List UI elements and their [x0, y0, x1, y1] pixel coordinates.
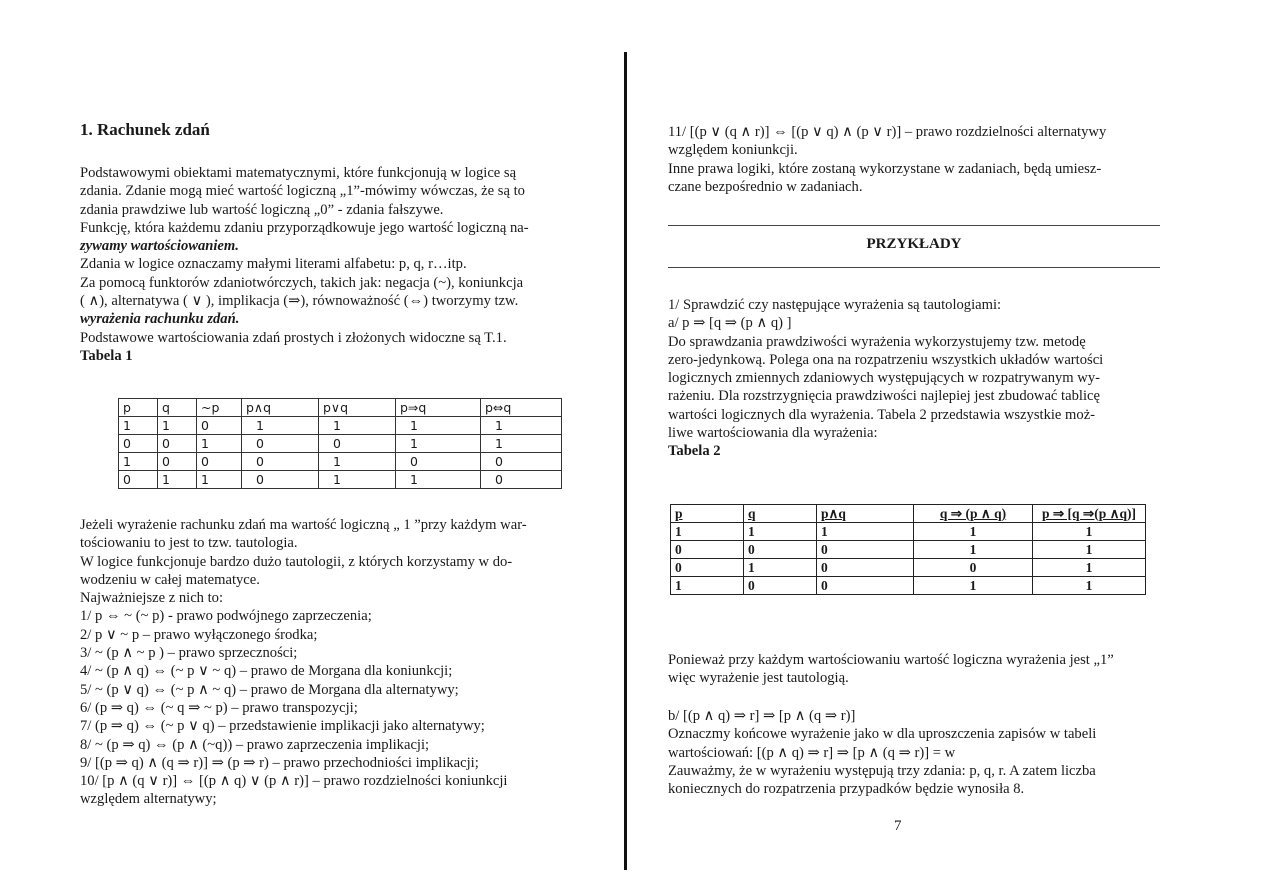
- table-cell: 1: [197, 435, 242, 453]
- table-row: [119, 453, 562, 471]
- text-line: czane bezpośrednio w zadaniach.: [668, 178, 863, 195]
- table-cell: 0: [119, 471, 158, 489]
- text-line: Inne prawa logiki, które zostaną wykorzystane w zadaniach, będą umiesz-: [668, 160, 1102, 177]
- table-cell: 1: [914, 541, 1033, 559]
- table-cell: 0: [481, 453, 562, 471]
- table-header-row: [119, 399, 562, 417]
- table-row: [119, 417, 562, 435]
- part-b-text: [668, 707, 1160, 798]
- truth-table-1: [118, 398, 562, 489]
- table-cell: 1: [119, 417, 158, 435]
- table-cell: 1: [1033, 577, 1146, 595]
- table-cell: 1: [1033, 559, 1146, 577]
- text-line: względem koniunkcji.: [668, 142, 798, 159]
- text-line: Zauważmy, że w wyrażeniu występują trzy zdania: p, q, r. A zatem liczba: [668, 762, 1096, 779]
- text-line: tościowaniu to jest to tzw. tautologia.: [80, 535, 298, 552]
- table-cell: 1: [817, 523, 914, 541]
- law-item: 11/ [(p ∨ (q ∧ r)] ⇔ [(p ∨ q) ∧ (p ∨ r)] – prawo rozdzielności alternatywy: [668, 124, 1107, 140]
- law-item: 4/ ~ (p ∧ q) ⇔ (~ p ∨ ~ q) – prawo de Morgana dla koniunkcji;: [80, 663, 453, 680]
- text-line: 1/ Sprawdzić czy następujące wyrażenia są tautologiami:: [668, 297, 1002, 313]
- text-line: Zdania w logice oznaczamy małymi literami alfabetu: p, q, r…itp.: [80, 256, 467, 273]
- examples-title: PRZYKŁADY: [866, 236, 962, 252]
- table-row: [671, 541, 1146, 559]
- table-cell: 1: [119, 453, 158, 471]
- table-cell: 1: [914, 577, 1033, 595]
- law-item: 2/ p ∨ ~ p – prawo wyłączonego środka;: [80, 626, 318, 643]
- table-header-cell: p∨q: [319, 399, 396, 417]
- table-cell: 0: [744, 541, 817, 559]
- law-item: 9/ [(p ⇒ q) ∧ (q ⇒ r)] ⇒ (p ⇒ r) – prawo przechodniości implikacji;: [80, 754, 479, 771]
- text-line: zywamy wartościowaniem.: [80, 238, 239, 255]
- table-header-cell: p ⇒ [q ⇒(p ∧q)]: [1033, 505, 1146, 523]
- law-item: 6/ (p ⇒ q) ⇔ (~ q ⇒ ~ p) – prawo transpozycji;: [80, 699, 358, 716]
- conclusion-text: [668, 651, 1160, 688]
- divider-top: [668, 225, 1160, 226]
- table-cell: 1: [1033, 541, 1146, 559]
- table-cell: 1: [744, 523, 817, 541]
- book-spine: [624, 52, 627, 870]
- law-item: 5/ ~ (p ∨ q) ⇔ (~ p ∧ ~ q) – prawo de Morgana dla alternatywy;: [80, 681, 459, 698]
- table-cell: 0: [744, 577, 817, 595]
- table-header-cell: p⇒q: [396, 399, 481, 417]
- table-caption: Tabela 2: [668, 443, 721, 460]
- table-cell: 1: [319, 471, 396, 489]
- text-line: koniecznych do rozpatrzenia przypadków będzie wynosiła 8.: [668, 781, 1025, 798]
- law-item: 3/ ~ (p ∧ ~ p ) – prawo sprzeczności;: [80, 645, 298, 662]
- table-header-cell: ~p: [197, 399, 242, 417]
- table-cell: 1: [481, 417, 562, 435]
- table-header-cell: q: [744, 505, 817, 523]
- table-row: [671, 523, 1146, 541]
- text-line: Podstawowymi obiektami matematycznymi, które funkcjonują w logice są: [80, 165, 517, 181]
- table-caption: Tabela 1: [80, 347, 133, 364]
- table-cell: 0: [119, 435, 158, 453]
- table-cell: 1: [319, 453, 396, 471]
- table-cell: 0: [817, 577, 914, 595]
- text-line: Najważniejsze z nich to:: [80, 590, 224, 607]
- section-heading: 1. Rachunek zdań: [80, 120, 210, 139]
- table-header-cell: p∧q: [817, 505, 914, 523]
- table-cell: 1: [671, 577, 744, 595]
- text-line: b/ [(p ∧ q) ⇒ r] ⇒ [p ∧ (q ⇒ r)]: [668, 708, 856, 724]
- table-cell: 0: [481, 471, 562, 489]
- text-line: Podstawowe wartościowania zdań prostych i złożonych widoczne są T.1.: [80, 329, 507, 346]
- table-cell: 0: [671, 541, 744, 559]
- table-cell: 0: [242, 453, 319, 471]
- text-line: wartości logicznych dla wyrażenia. Tabela 2 przedstawia wszystkie moż-: [668, 406, 1096, 423]
- intro-text: [80, 164, 600, 365]
- table-cell: 1: [396, 435, 481, 453]
- text-line: liwe wartościowania dla wyrażenia:: [668, 425, 878, 442]
- text-line: Ponieważ przy każdym wartościowaniu wartość logiczna wyrażenia jest „1”: [668, 652, 1114, 668]
- table-cell: 0: [242, 471, 319, 489]
- table-header-row: [671, 505, 1146, 523]
- table-cell: 1: [1033, 523, 1146, 541]
- text-line: zdania. Zdanie mogą mieć wartość logiczną „1”-mówimy wówczas, że są to: [80, 183, 525, 200]
- text-line: rażeniu. Dla rozstrzygnięcia prawdziwości najlepiej jest zbudować tablicę: [668, 388, 1100, 405]
- table-cell: 0: [671, 559, 744, 577]
- text-line: wartościowań: [(p ∧ q) ⇒ r] ⇒ [p ∧ (q ⇒ r)] = w: [668, 744, 956, 761]
- divider-bottom: [668, 267, 1160, 268]
- table-cell: 0: [197, 417, 242, 435]
- text-line: zero-jedynkową. Polega ona na rozpatrzeniu wszystkich układów wartości: [668, 351, 1104, 368]
- table-cell: 1: [671, 523, 744, 541]
- table-cell: 1: [197, 471, 242, 489]
- table-row: [119, 435, 562, 453]
- table-header-cell: p: [671, 505, 744, 523]
- tautology-text: [80, 516, 600, 809]
- table-header-cell: q ⇒ (p ∧ q): [914, 505, 1033, 523]
- table-cell: 0: [197, 453, 242, 471]
- table-cell: 1: [158, 417, 197, 435]
- table-header-cell: p∧q: [242, 399, 319, 417]
- text-line: a/ p ⇒ [q ⇒ (p ∧ q) ]: [668, 315, 792, 332]
- law-item: 1/ p ⇔ ~ (~ p) - prawo podwójnego zaprzeczenia;: [80, 608, 372, 625]
- page-number: 7: [894, 818, 902, 834]
- text-line: wyrażenia rachunku zdań.: [80, 311, 240, 328]
- table-cell: 1: [396, 417, 481, 435]
- table-row: [671, 559, 1146, 577]
- table-cell: 1: [481, 435, 562, 453]
- table-cell: 0: [242, 435, 319, 453]
- text-line: zdania prawdziwe lub wartość logiczną „0” - zdania fałszywe.: [80, 201, 444, 218]
- table-cell: 0: [914, 559, 1033, 577]
- table-cell: 1: [158, 471, 197, 489]
- table-header-cell: p⇔q: [481, 399, 562, 417]
- text-line: Jeżeli wyrażenie rachunku zdań ma wartość logiczną „ 1 ”przy każdym war-: [80, 517, 527, 533]
- table-cell: 1: [242, 417, 319, 435]
- text-line: Za pomocą funktorów zdaniotwórczych, takich jak: negacja (~), koniunkcja: [80, 274, 524, 291]
- table-cell: 1: [319, 417, 396, 435]
- table-header-cell: p: [119, 399, 158, 417]
- law-item: 7/ (p ⇒ q) ⇔ (~ p ∨ q) – przedstawienie implikacji jako alternatywy;: [80, 718, 485, 735]
- table-cell: 0: [319, 435, 396, 453]
- table-cell: 0: [396, 453, 481, 471]
- text-line: logicznych zmiennych zdaniowych występujących w rozpatrywanym wy-: [668, 370, 1100, 387]
- table-cell: 1: [396, 471, 481, 489]
- text-line: wodzeniu w całej matematyce.: [80, 571, 260, 588]
- truth-table-2: [670, 504, 1146, 595]
- table-cell: 0: [158, 453, 197, 471]
- table-cell: 1: [914, 523, 1033, 541]
- table-cell: 0: [158, 435, 197, 453]
- text-line: Funkcję, która każdemu zdaniu przyporządkowuje jego wartość logiczną na-: [80, 219, 529, 236]
- table-row: [119, 471, 562, 489]
- law-item: 10/ [p ∧ (q ∨ r)] ⇔ [(p ∧ q) ∨ (p ∧ r)] – prawo rozdzielności koniunkcji: [80, 773, 508, 790]
- text-line: Oznaczmy końcowe wyrażenie jako w dla uproszczenia zapisów w tabeli: [668, 726, 1097, 743]
- text-line: Do sprawdzania prawdziwości wyrażenia wykorzystujemy tzw. metodę: [668, 333, 1086, 350]
- example-text: [668, 296, 1160, 461]
- law-item: 8/ ~ (p ⇒ q) ⇔ (p ∧ (~q)) – prawo zaprzeczenia implikacji;: [80, 736, 430, 753]
- law-item: względem alternatywy;: [80, 791, 217, 808]
- text-line: ( ∧), alternatywa ( ∨ ), implikacja (⇒), równoważność (⇔) tworzymy tzw.: [80, 293, 519, 310]
- table-cell: 1: [744, 559, 817, 577]
- table-row: [671, 577, 1146, 595]
- table-header-cell: q: [158, 399, 197, 417]
- table-cell: 0: [817, 541, 914, 559]
- text-line: więc wyrażenie jest tautologią.: [668, 670, 849, 687]
- text-line: W logice funkcjonuje bardzo dużo tautologii, z których korzystamy w do-: [80, 553, 513, 570]
- laws-continued: [668, 123, 1160, 196]
- table-cell: 0: [817, 559, 914, 577]
